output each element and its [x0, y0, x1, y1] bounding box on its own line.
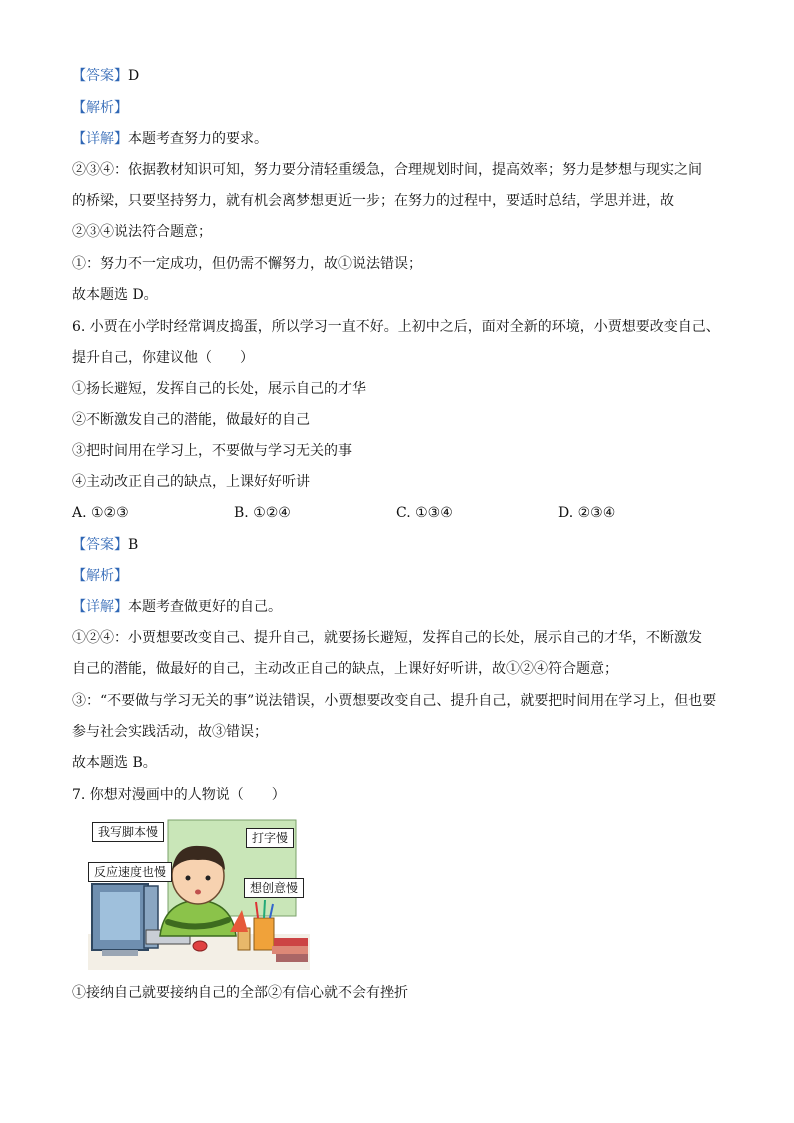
explanation-line: ①：努力不一定成功，但仍需不懈努力，故①说法错误； — [72, 256, 422, 272]
statement-item: ①扬长避短，发挥自己的长处，展示自己的才华 — [72, 381, 366, 397]
speech-bubble: 打字慢 — [246, 828, 294, 848]
statement-item: ④主动改正自己的缺点，上课好好听讲 — [72, 474, 310, 490]
option-b: B. ①②④ — [234, 505, 291, 521]
explanation-line: ①②④：小贾想要改变自己、提升自己，就要扬长避短，发挥自己的长处，展示自己的才华，不断激发 — [72, 630, 702, 646]
explanation-line: 的桥梁，只要坚持努力，就有机会离梦想更近一步；在努力的过程中，要适时总结，学思并进，故 — [72, 193, 674, 209]
speech-bubble: 我写脚本慢 — [92, 822, 164, 842]
question-6-stem: 6. 小贾在小学时经常调皮捣蛋，所以学习一直不好。上初中之后，面对全新的环境，小贾想要改变自己、 — [72, 319, 720, 335]
explanation-line: 自己的潜能，做最好的自己，主动改正自己的缺点，上课好好听讲，故①②④符合题意； — [72, 661, 618, 677]
speech-bubble: 想创意慢 — [244, 878, 304, 898]
answer-value: B — [128, 537, 139, 553]
answer-value: D — [128, 68, 140, 84]
option-c: C. ①③④ — [396, 505, 453, 521]
statement-item: ①接纳自己就要接纳自己的全部②有信心就不会有挫折 — [72, 985, 408, 1001]
answer-line — [72, 66, 139, 86]
question-7-stem: 7. 你想对漫画中的人物说（ ） — [72, 787, 286, 803]
statement-item: ②不断激发自己的潜能，做最好的自己 — [72, 412, 310, 428]
speech-bubble: 反应速度也慢 — [88, 862, 172, 882]
answer-tag: 【答案】 — [72, 68, 128, 84]
detail-line — [72, 129, 268, 149]
detail-tag: 【详解】 — [72, 131, 128, 147]
answer-options — [72, 503, 732, 523]
analysis-tag: 【解析】 — [72, 100, 128, 116]
conclusion-line: 故本题选 D。 — [72, 287, 158, 303]
option-d: D. ②③④ — [558, 505, 616, 521]
detail-tag: 【详解】 — [72, 599, 128, 615]
explanation-line: ③：“不要做与学习无关的事”说法错误，小贾想要改变自己、提升自己，就要把时间用在学习上，但也要 — [72, 693, 717, 709]
explanation-line: ②③④：依据教材知识可知，努力要分清轻重缓急，合理规划时间，提高效率；努力是梦想与现实之间 — [72, 162, 702, 178]
analysis-tag: 【解析】 — [72, 568, 128, 584]
cartoon-illustration — [88, 814, 310, 970]
detail-line — [72, 597, 282, 617]
question-6-stem: 提升自己，你建议他（ ） — [72, 350, 254, 366]
answer-line — [72, 535, 138, 555]
explanation-line: 参与社会实践活动，故③错误； — [72, 724, 268, 740]
detail-text: 本题考查努力的要求。 — [128, 131, 268, 147]
option-a: A. ①②③ — [72, 505, 129, 521]
explanation-line: ②③④说法符合题意； — [72, 224, 212, 240]
detail-text: 本题考查做更好的自己。 — [128, 599, 282, 615]
conclusion-line: 故本题选 B。 — [72, 755, 157, 771]
answer-tag: 【答案】 — [72, 537, 128, 553]
statement-item: ③把时间用在学习上，不要做与学习无关的事 — [72, 443, 352, 459]
